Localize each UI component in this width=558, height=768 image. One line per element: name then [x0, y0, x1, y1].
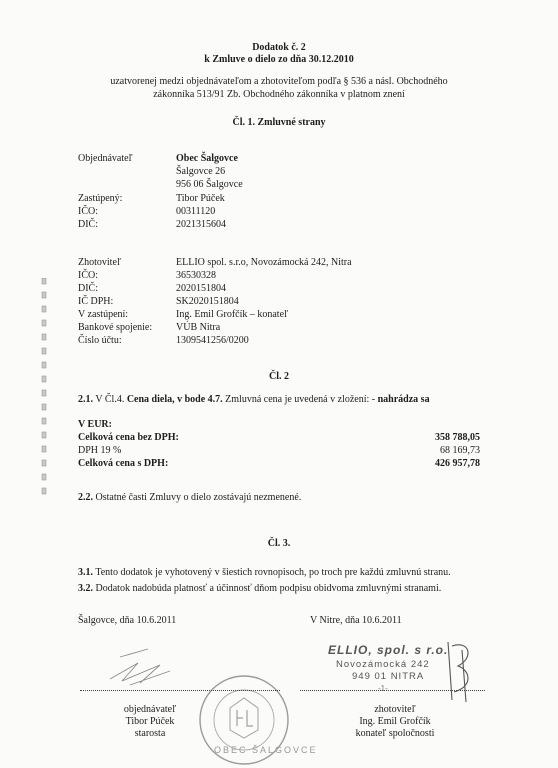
intro-line-1: uzatvorenej medzi objednávateľom a zhotoviteľom podľa § 536 a násl. Obchodného	[110, 76, 448, 87]
client-rep-value: Tibor Púček	[176, 193, 225, 204]
contractor-dic-label: DIČ:	[78, 283, 98, 294]
contractor-bank-label: Bankové spojenie:	[78, 322, 153, 333]
clause-3-1-text: Tento dodatok je vyhotovený v šiestich rovnopisoch, po troch pre každú zmluvnú stranu.	[95, 567, 451, 578]
vat-row-value: 68 169,73	[440, 445, 480, 456]
contractor-name: ELLIO spol. s.r.o, Novozámocká 242, Nitra	[176, 257, 352, 268]
left-name: Tibor Púček	[125, 716, 175, 727]
company-stamp-line3: 949 01 NITRA	[352, 671, 425, 682]
left-title: starosta	[134, 728, 166, 739]
signature-right	[440, 636, 480, 708]
right-title: konateľ spoločnosti	[355, 728, 435, 739]
client-street: Šalgovce 26	[176, 166, 226, 177]
signature-line-right	[300, 690, 485, 691]
vat-row-label: DPH 19 %	[78, 445, 122, 456]
contractor-ico-value: 36530328	[176, 270, 216, 281]
clause-2-1-point: v bode 4.7.	[177, 394, 223, 405]
contractor-dic-value: 2020151804	[176, 283, 226, 294]
section3-heading: Čl. 3.	[267, 538, 291, 549]
clause-2-1	[78, 394, 430, 406]
contractor-account-label: Číslo účtu:	[78, 335, 122, 346]
clause-2-2-text: Ostatné časti Zmluvy o dielo zostávajú nezmenené.	[95, 492, 302, 503]
client-rep-label: Zastúpený:	[78, 193, 123, 204]
contractor-rep-value: Ing. Emil Grofčík – konateľ	[176, 309, 289, 320]
client-dic-label: DIČ:	[78, 219, 98, 230]
place-date-right: V Nitre, dňa 10.6.2011	[310, 615, 402, 626]
contractor-ico-label: IČO:	[78, 270, 98, 281]
clause-2-1-text: Zmluvná cena je uvedená v zložení: -	[225, 394, 376, 405]
contractor-icdph-label: IČ DPH:	[78, 296, 114, 307]
clause-2-1-price: Cena diela,	[126, 394, 175, 405]
client-dic-value: 2021315604	[176, 219, 226, 230]
total-row-label: Celková cena s DPH:	[78, 458, 169, 469]
left-role: objednávateľ	[123, 704, 177, 715]
company-stamp-line2: Novozámocká 242	[336, 659, 430, 670]
total-row-value: 426 957,78	[435, 458, 480, 469]
section1-heading: Čl. 1. Zmluvné strany	[232, 117, 326, 128]
currency-label: V EUR:	[78, 419, 112, 430]
binding-holes	[40, 278, 48, 500]
contractor-bank-value: VÚB Nitra	[176, 322, 221, 333]
clause-2-1-article: V Čl.4.	[95, 394, 125, 405]
client-city: 956 06 Šalgovce	[176, 179, 243, 190]
doc-title: Dodatok č. 2	[252, 42, 306, 53]
clause-2-2	[78, 492, 301, 504]
contractor-label: Zhotoviteľ	[78, 257, 121, 268]
price-row-label: Celková cena bez DPH:	[78, 432, 179, 443]
clause-3-1-number: 3.1.	[78, 567, 93, 578]
clause-2-1-replace: nahrádza sa	[377, 394, 430, 405]
client-label: Objednávateľ	[78, 153, 133, 164]
contractor-rep-label: V zastúpení:	[78, 309, 129, 320]
right-role: zhotoviteľ	[374, 704, 416, 715]
clause-3-2	[78, 583, 441, 595]
client-ico-label: IČO:	[78, 206, 98, 217]
contractor-account-value: 1309541256/0200	[176, 335, 249, 346]
signature-left	[100, 645, 210, 690]
clause-2-1-number: 2.1.	[78, 394, 93, 405]
signature-line-left	[80, 690, 280, 691]
clause-2-2-number: 2.2.	[78, 492, 93, 503]
client-name: Obec Šalgovce	[176, 153, 238, 164]
place-date-left: Šalgovce, dňa 10.6.2011	[78, 615, 177, 626]
clause-3-1	[78, 567, 451, 579]
company-stamp-line1: ELLIO, spol. s r.o.	[328, 643, 449, 657]
section2-heading: Čl. 2	[269, 371, 289, 382]
doc-subtitle: k Zmluve o dielo zo dňa 30.12.2010	[204, 54, 354, 65]
contractor-icdph-value: SK2020151804	[176, 296, 239, 307]
right-name: Ing. Emil Grofčík	[359, 716, 431, 727]
municipal-stamp-text: OBEC ŠALGOVCE	[214, 745, 318, 755]
price-row-value: 358 788,05	[435, 432, 480, 443]
client-ico-value: 00311120	[176, 206, 216, 217]
clause-3-2-text: Dodatok nadobúda platnosť a účinnosť dňom podpisu obidvoma zmluvnými stranami.	[95, 583, 442, 594]
company-stamp-line4: -1-	[378, 684, 388, 693]
intro-line-2: zákonníka 513/91 Zb. Obchodného zákonníka v platnom znení	[153, 89, 405, 100]
clause-3-2-number: 3.2.	[78, 583, 93, 594]
